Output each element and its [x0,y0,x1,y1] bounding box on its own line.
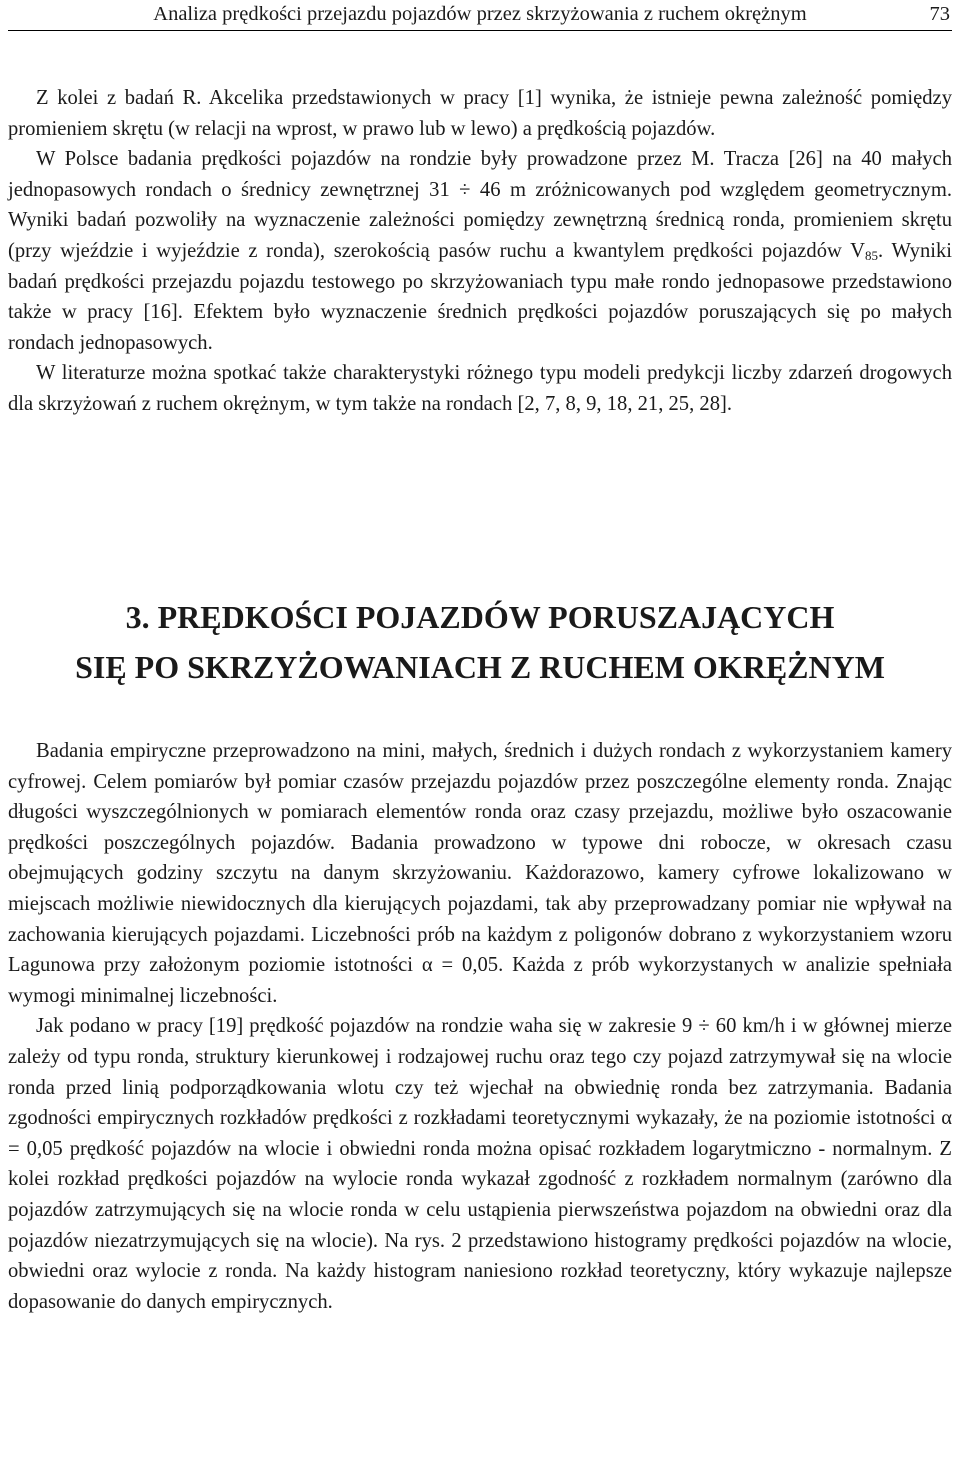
paragraph-tracz-continuation: . Wyniki badań prędkości przejazdu pojazdu testowego po skrzyżowaniach typu małe rondo jednopasowe przedstawiono także w pracy [16]. Efektem było wyznaczenie średnich prędkości pojazdów poruszających się po małych rondach jednopasowych. [8,239,952,354]
paragraph-speed-distribution: Jak podano w pracy [19] prędkość pojazdów na rondzie waha się w zakresie 9 ÷ 60 km/h i w głównej mierze zależy od typu ronda, struktury kierunkowej i rodzajowej ruchu oraz tego czy pojazd zatrzymywał się na wlocie ronda przed linią podporządkowania wlotu czy też wjechał na obwiednię ronda bez zatrzymania. Badania zgodności empirycznych rozkładów prędkości z rozkładami teoretycznymi wykazały, że na poziomie istotności α = 0,05 prędkość pojazdów na wlocie i obwiedni ronda można opisać rozkładem logarytmiczno - normalnym. Z kolei rozkład prędkości pojazdów na wylocie ronda wykazał zgodność z rozkładem normalnym (zarówno dla pojazdów zatrzymujących się na wlocie ronda w celu ustąpienia pierwszeństwa pojazdom na obwiedni oraz dla pojazdów niezatrzymujących się na wlocie). Na rys. 2 przedstawiono histogramy prędkości pojazdów na wlocie, obwiedni oraz wylocie z ronda. Na każdy histogram naniesiono rozkład teoretyczny, który wykazuje najlepsze dopasowanie do danych empirycznych. [8,1015,952,1313]
section-3-text [8,736,952,1317]
section-2-text [8,83,952,420]
section-3-heading-line-2: SIĘ PO SKRZYŻOWANIACH Z RUCHEM OKRĘŻNYM [75,649,885,685]
running-header [8,0,952,31]
paragraph-literature: W literaturze można spotkać także charakterystyki różnego typu modeli predykcji liczby zdarzeń drogowych dla skrzyżowań z ruchem okrężnym, w tym także na rondach [2, 7, 8, 9, 18, 21, 25, 28]. [8,362,952,415]
paragraph-akcelik: Z kolei z badań R. Akcelika przedstawionych w pracy [1] wynika, że istnieje pewna zależność pomiędzy promieniem skrętu (w relacji na wprost, w prawo lub w lewo) a prędkością pojazdów. [8,87,952,140]
paragraph-tracz-text: W Polsce badania prędkości pojazdów na rondzie były prowadzone przez M. Tracza [26] na 40 małych jednopasowych rondach o średnicy zewnętrznej 31 ÷ 46 m zróżnicowanych pod względem geometrycznym. Wyniki badań pozwoliły na wyznaczenie zależności pomiędzy zewnętrzną średnicą ronda, promieniem skrętu (przy wjeździe i wyjeździe z ronda), szerokością pasów ruchu a kwantylem prędkości pojazdów V [8,148,952,262]
section-3-heading [8,592,952,692]
paragraph-empirical-study: Badania empiryczne przeprowadzono na mini, małych, średnich i dużych rondach z wykorzystaniem kamery cyfrowej. Celem pomiarów był pomiar czasów przejazdu pojazdów przez poszczególne elementy ronda. Znając długości wyszczególnionych w pomiarach elementów ronda oraz czasy przejazdu, możliwe było oszacowanie prędkości poszczególnych pojazdów. Badania prowadzono w typowe dni robocze, w okresach czasu obejmujących godziny szczytu na danym skrzyżowaniu. Każdorazowo, kamery cyfrowe lokalizowano w miejscach możliwie niewidocznych dla kierujących pojazdami, tak aby przeprowadzany pomiar nie wpływał na zachowania kierujących pojazdami. Liczebności prób na każdym z poligonów dobrano z wykorzystaniem wzoru Lagunowa przy założonym poziomie istotności α = 0,05. Każda z prób wykorzystanych w analizie spełniała wymogi minimalnej liczebności. [8,740,952,1007]
paragraph-tracz [8,144,952,358]
section-3-heading-line-1: 3. PRĘDKOŚCI POJAZDÓW PORUSZAJĄCYCH [125,599,835,635]
v85-subscript: 85 [865,247,879,263]
page-number: 73 [929,3,950,25]
running-header-title: Analiza prędkości przejazdu pojazdów przez skrzyżowania z ruchem okrężnym [153,3,807,25]
